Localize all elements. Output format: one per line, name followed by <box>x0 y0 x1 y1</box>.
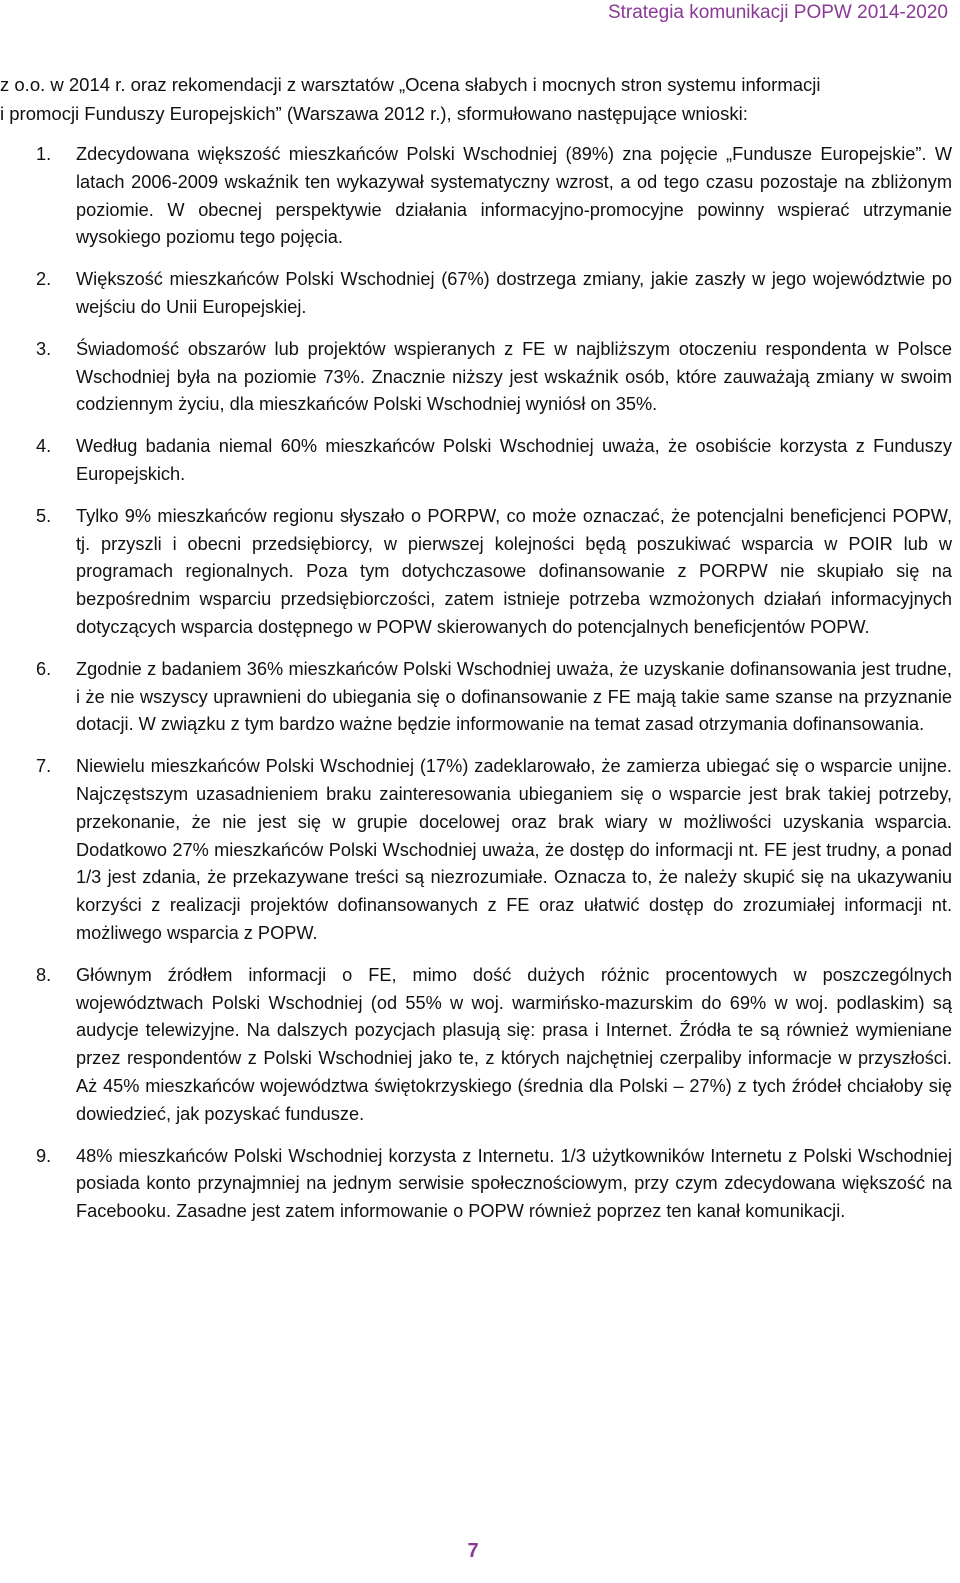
finding-text: Niewielu mieszkańców Polski Wschodniej (17%) zadeklarowało, że zamierza ubiegać się o wsparcie unijne. Najczęstszym uzasadnieniem braku zainteresowania ubieganiem się o wsparcie jest brak takiej potrzeby, przekonanie, że nie jest się w grupie docelowej oraz brak wiary w możliwości uzyskania wsparcia. Dodatkowo 27% mieszkańców Polski Wschodniej uważa, że dostęp do informacji nt. FE jest trudny, a ponad 1/3 jest zdania, że przekazywane treści są niezrozumiałe. Oznacza to, że należy skupić się na ukazywaniu korzyści z realizacji projektów dofinansowanych z FE oraz ułatwić dostęp do zrozumiałej informacji nt. możliwego wsparcia z POPW. <box>76 756 952 943</box>
finding-number: 7. <box>36 756 52 777</box>
finding-item <box>0 962 952 1129</box>
finding-text: Tylko 9% mieszkańców regionu słyszało o PORPW, co może oznaczać, że potencjalni beneficjenci POPW, tj. przyszli i obecni przedsiębiorcy, w pierwszej kolejności będą poszukiwać wsparcia w POIR lub w programach regionalnych. Poza tym dotychczasowe dofinansowanie z PORPW nie skupiało się na bezpośrednim wsparciu przedsiębiorczości, zatem istnieje potrzeba wzmożonych działań informacyjnych dotyczących wsparcia dostępnego w POPW skierowanych do potencjalnych beneficjentów POPW. <box>76 505 952 637</box>
intro-paragraph <box>0 70 950 128</box>
finding-item <box>0 503 952 642</box>
finding-number: 6. <box>36 658 52 679</box>
finding-number: 2. <box>36 269 52 290</box>
findings-list <box>0 141 952 1240</box>
finding-text: Zgodnie z badaniem 36% mieszkańców Polski Wschodniej uważa, że uzyskanie dofinansowania jest trudne, i że nie wszyscy uprawnieni do ubiegania się o dofinansowanie z FE mają takie same szanse na przyznanie dotacji. W związku z tym bardzo ważne będzie informowanie na temat zasad otrzymania dofinansowania. <box>76 658 952 735</box>
finding-text: 48% mieszkańców Polski Wschodniej korzysta z Internetu. 1/3 użytkowników Internetu z Polski Wschodniej posiada konto przynajmniej na jednym serwisie społecznościowym, przy czym zdecydowana większość na Facebooku. Zasadne jest zatem informowanie o POPW również poprzez ten kanał komunikacji. <box>76 1145 952 1222</box>
finding-item <box>0 1143 952 1226</box>
finding-text: Głównym źródłem informacji o FE, mimo dość dużych różnic procentowych w poszczególnych województwach Polski Wschodniej (od 55% w woj. warmińsko-mazurskim do 69% w woj. podlaskim) są audycje telewizyjne. Na dalszych pozycjach plasują się: prasa i Internet. Źródła te są również wymieniane przez respondentów z Polski Wschodniej jako te, z których najchętniej czerpaliby informacje w przyszłości. Aż 45% mieszkańców województwa świętokrzyskiego (średnia dla Polski – 27%) z tych źródeł chciałoby się dowiedzieć, jak pozyskać fundusze. <box>76 964 952 1124</box>
page-header-title: Strategia komunikacji POPW 2014-2020 <box>607 2 948 23</box>
finding-number: 8. <box>36 964 52 985</box>
finding-text: Według badania niemal 60% mieszkańców Polski Wschodniej uważa, że osobiście korzysta z Funduszy Europejskich. <box>76 436 952 484</box>
finding-number: 1. <box>36 144 52 164</box>
finding-item <box>0 753 952 948</box>
finding-item <box>0 141 952 252</box>
finding-text: Większość mieszkańców Polski Wschodniej (67%) dostrzega zmiany, jakie zaszły w jego województwie po wejściu do Unii Europejskiej. <box>76 269 952 317</box>
page-number: 7 <box>467 1540 479 1562</box>
finding-text: Świadomość obszarów lub projektów wspieranych z FE w najbliższym otoczeniu respondenta w Polsce Wschodniej była na poziomie 73%. Znacznie niższy jest wskaźnik osób, które zauważają zmiany w swoim codziennym życiu, dla mieszkańców Polski Wschodniej wyniósł on 35%. <box>76 338 952 415</box>
finding-item <box>0 266 952 322</box>
finding-number: 5. <box>36 505 52 526</box>
intro-line: z o.o. w 2014 r. oraz rekomendacji z warsztatów „Ocena słabych i mocnych stron systemu informacji <box>0 74 821 95</box>
finding-number: 9. <box>36 1145 52 1166</box>
finding-item <box>0 433 952 489</box>
finding-item <box>0 336 952 419</box>
finding-text: Zdecydowana większość mieszkańców Polski Wschodniej (89%) zna pojęcie „Fundusze Europejskie”. W latach 2006-2009 wskaźnik ten wykazywał systematyczny wzrost, a od tego czasu pozostaje na zbliżonym poziomie. W obecnej perspektywie działania informacyjno-promocyjne powinny wspierać utrzymanie wysokiego poziomu tego pojęcia. <box>76 144 952 248</box>
finding-number: 3. <box>36 338 52 359</box>
finding-item <box>0 656 952 739</box>
intro-line: i promocji Funduszy Europejskich” (Warszawa 2012 r.), sformułowano następujące wnioski: <box>0 103 748 124</box>
finding-number: 4. <box>36 436 52 457</box>
